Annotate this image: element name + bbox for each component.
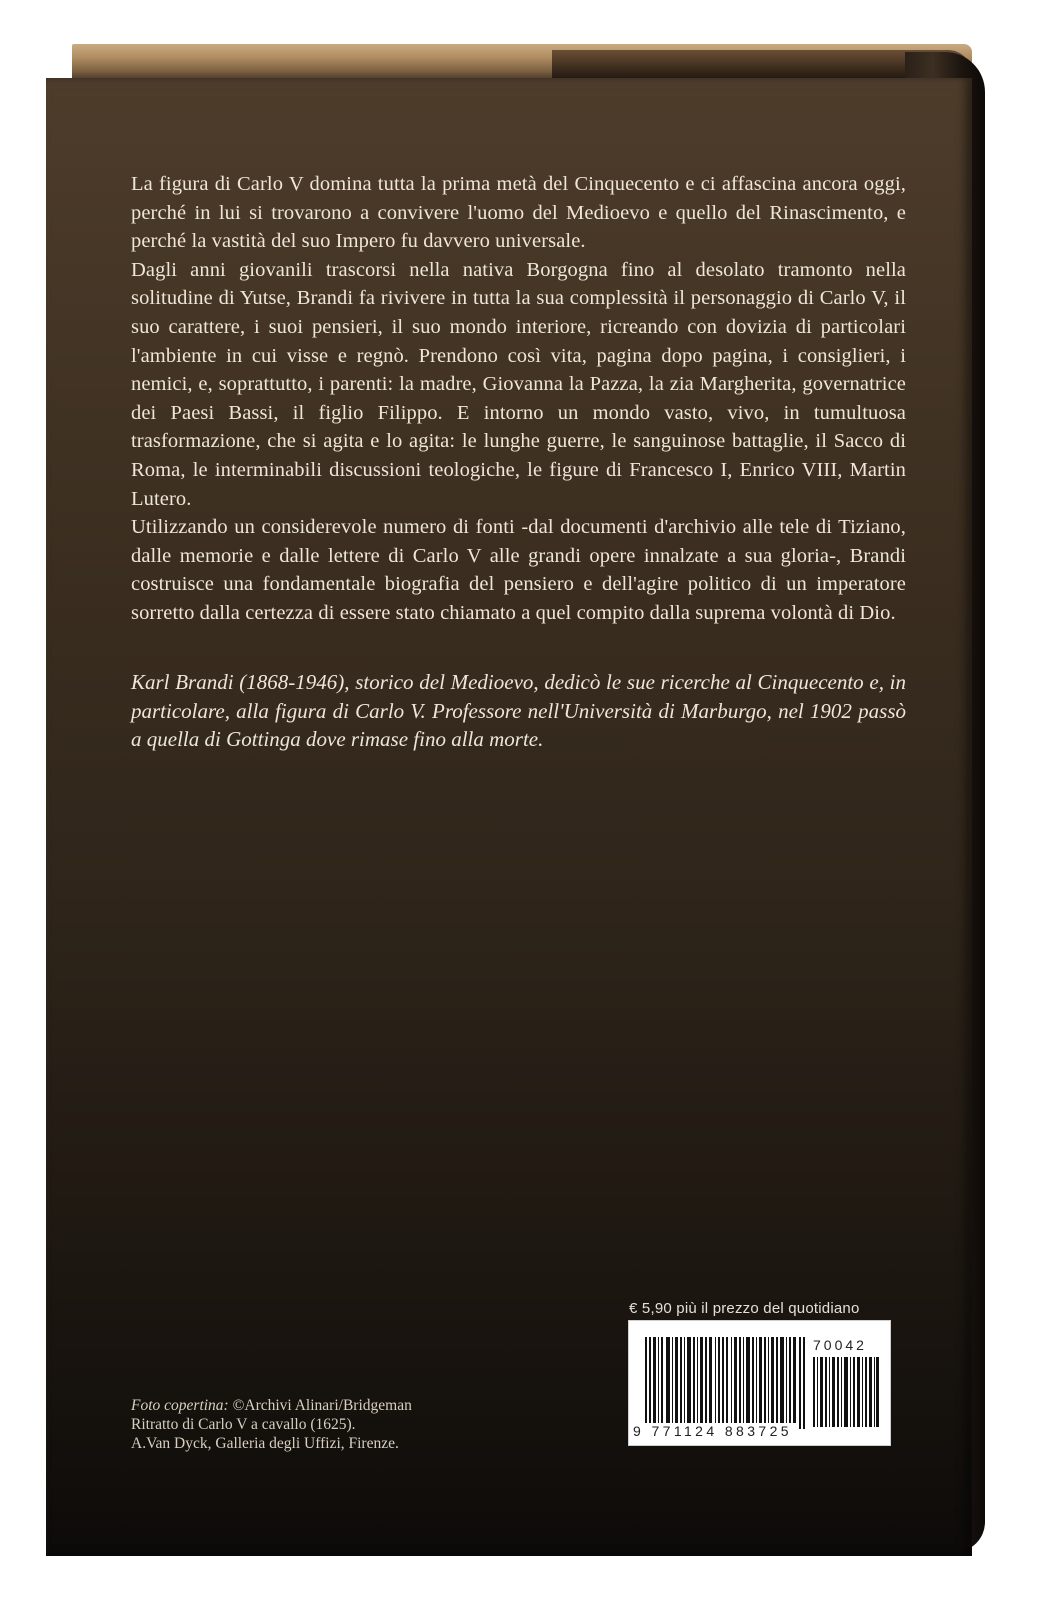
ean-digits: 9 771124 883725 (633, 1423, 792, 1439)
blurb-text (131, 170, 906, 628)
photo-credits (131, 1396, 531, 1453)
credits-line-3: A.Van Dyck, Galleria degli Uffizi, Firenze. (131, 1435, 399, 1452)
author-bio: Karl Brandi (1868-1946), storico del Medioevo, dedicò le sue ricerche al Cinquecento e, in particolare, alla figura di Carlo V. Professore nell'Università di Marburgo, nel 1902 passò a quella di Gottinga dove rimase fino alla morte. (131, 670, 906, 752)
barcode-label (628, 1320, 891, 1446)
blurb-paragraph-3: Utilizzando un considerevole numero di fonti -dal documenti d'archivio alle tele di Tiziano, dalle memorie e dalle lettere di Carlo V alle grandi opere innalzate a sua gloria-, Brandi costruisce una fondamentale biografia del pensiero e dell'agire politico di un imperatore sorretto dalla certezza di essere stato chiamato a quel compito dalla suprema volontà di Dio. (131, 516, 906, 624)
price-label: € 5,90 più il prezzo del quotidiano (629, 1300, 860, 1317)
blurb-paragraph-2: Dagli anni giovanili trascorsi nella nativa Borgogna fino al desolato tramonto nella solitudine di Yutse, Brandi fa rivivere in tutta la sua complessità il personaggio di Carlo V, il suo carattere, i suoi pensieri, il suo mondo interiore, ricreando con dovizia di particolari l'ambiente in cui visse e regnò. Prendono così vita, pagina dopo pagina, i consiglieri, i nemici, e, soprattutto, i parenti: la madre, Giovanna la Pazza, la zia Margherita, governatrice dei Paesi Bassi, il figlio Filippo. E intorno un mondo vasto, vivo, in tumultuosa trasformazione, che si agita e lo agita: le lunghe guerre, le sanguinose battaglie, il Sacco di Roma, le interminabili discussioni teologiche, le figure di Francesco I, Enrico VIII, Martin Lutero. (131, 258, 906, 510)
credits-line-1 (131, 1396, 531, 1415)
addon-code: 70042 (813, 1337, 867, 1353)
credits-line-2: Ritratto di Carlo V a cavallo (1625). (131, 1416, 356, 1433)
ean-barcode-graphic (645, 1337, 805, 1429)
credits-source: ©Archivi Alinari/Bridgeman (228, 1397, 412, 1414)
addon-barcode-graphic (813, 1357, 879, 1427)
blurb-paragraph-1: La figura di Carlo V domina tutta la prima metà del Cinquecento e ci affascina ancora oggi, perché in lui si trovarono a convivere l'uomo del Medioevo e quello del Rinascimento, e perché la vastità del suo Impero fu davvero universale. (131, 173, 906, 253)
credits-label: Foto copertina: (131, 1397, 229, 1414)
